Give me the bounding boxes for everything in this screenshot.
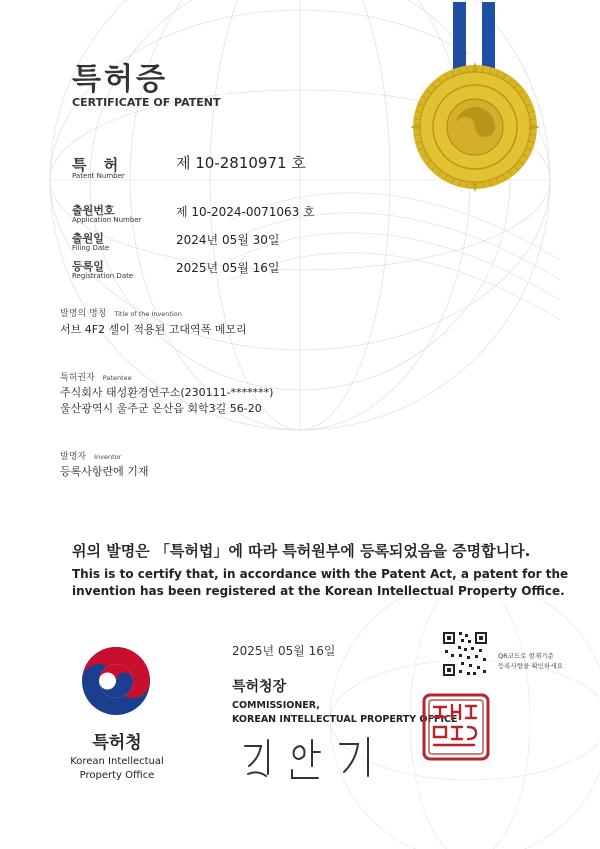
- issue-date: 2025년 05월 16일: [232, 644, 336, 658]
- certification-text-ko: 위의 발명은 「특허법」에 따라 특허원부에 등록되었음을 증명합니다.: [72, 542, 531, 560]
- commissioner-title-ko: 특허청장: [232, 679, 287, 695]
- certificate-title: 특허증: [72, 62, 168, 97]
- registration-date-label: 등록일: [72, 260, 104, 273]
- taegeuk-emblem-icon: [80, 645, 152, 717]
- inventor-label-en: Inventor: [94, 453, 122, 461]
- inventor-label-ko: 발명자: [60, 452, 87, 462]
- patentee-label-en: Patentee: [102, 374, 132, 382]
- application-number-value: 제 10-2024-0071063 호: [176, 205, 315, 219]
- invention-title-label-en: Title of the Invention: [114, 310, 182, 318]
- patent-number-value: 제 10-2810971 호: [176, 154, 306, 172]
- filing-date-value: 2024년 05월 30일: [176, 233, 280, 247]
- patentee-label: [60, 370, 132, 383]
- patentee-name: 주식회사 태성환경연구소(230111-*******): [60, 386, 274, 399]
- gold-seal-medal-icon: [410, 2, 540, 192]
- office-name-en-line1: Korean Intellectual: [70, 756, 164, 767]
- commissioner-title-en-line2: KOREAN INTELLECTUAL PROPERTY OFFICE: [232, 714, 458, 725]
- patent-number-label-en: Patent Number: [72, 172, 125, 180]
- application-number-label: 출원번호: [72, 204, 115, 217]
- commissioner-signature: [240, 732, 400, 782]
- patentee-label-ko: 특허권자: [60, 373, 95, 383]
- certification-text-en-line2: invention has been registered at the Korean Intellectual Property Office.: [72, 584, 565, 598]
- invention-title-label-ko: 발명의 명칭: [60, 309, 107, 319]
- official-red-seal-icon: [422, 693, 490, 761]
- certificate-title-en: CERTIFICATE OF PATENT: [72, 96, 221, 109]
- patentee-address: 울산광역시 울주군 온산읍 회학3길 56-20: [60, 402, 262, 415]
- certification-text-en-line1: This is to certify that, in accordance with the Patent Act, a patent for the: [72, 567, 569, 581]
- invention-title-label: [60, 306, 182, 319]
- filing-date-label: 출원일: [72, 232, 104, 245]
- invention-title-value: 서브 4F2 셀이 적용된 고대역폭 메모리: [60, 323, 247, 336]
- commissioner-title-en-line1: COMMISSIONER,: [232, 700, 320, 711]
- office-name-ko: 특허청: [92, 733, 142, 753]
- inventor-label: [60, 449, 121, 462]
- patent-number-label: 특 허: [72, 156, 125, 174]
- office-name-en-line2: Property Office: [79, 770, 155, 781]
- inventor-value: 등록사항란에 기재: [60, 465, 149, 478]
- qr-code-icon[interactable]: [441, 630, 489, 678]
- application-number-label-en: Application Number: [72, 216, 142, 224]
- filing-date-label-en: Filing Date: [72, 244, 110, 252]
- qr-note-line1: QR코드로 현재기준: [498, 652, 554, 660]
- registration-date-label-en: Registration Date: [72, 272, 134, 280]
- qr-note-line2: 등록사항을 확인하세요: [498, 662, 563, 670]
- registration-date-value: 2025년 05월 16일: [176, 261, 280, 275]
